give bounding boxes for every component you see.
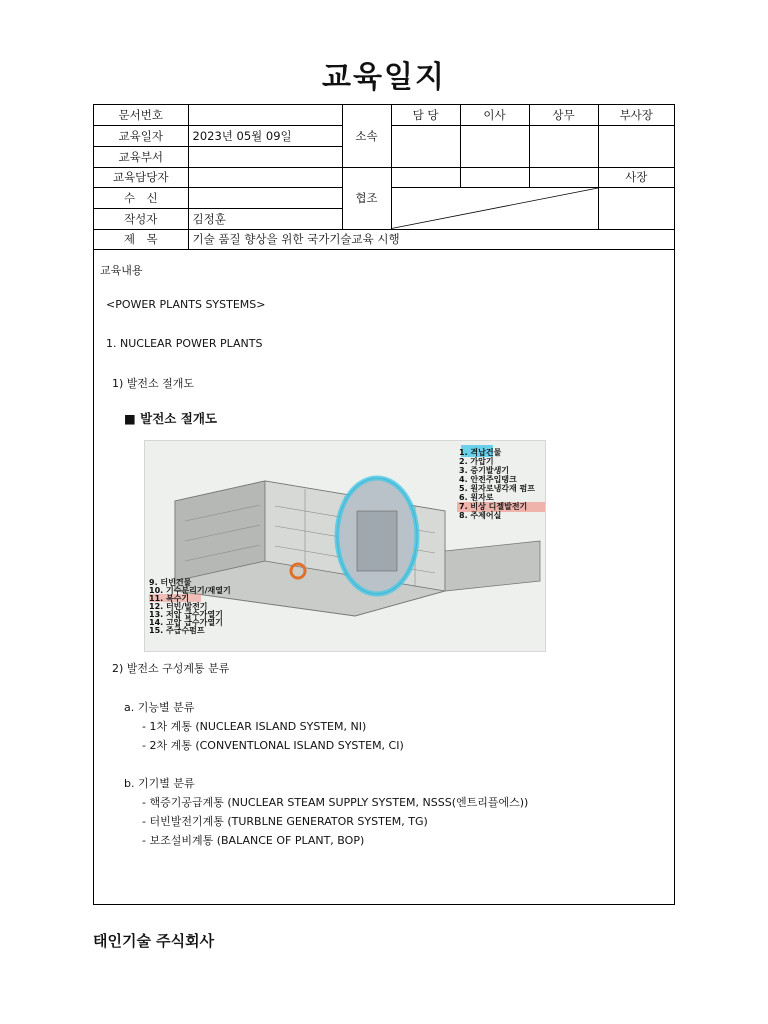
page-title: 교육일지 xyxy=(322,60,446,95)
receiver-value xyxy=(188,188,342,209)
approval-role-2: 이사 xyxy=(460,105,529,126)
coop-role-3 xyxy=(529,167,598,188)
dept-value xyxy=(188,146,342,167)
header-table xyxy=(94,105,674,250)
dept-label: 교육부서 xyxy=(94,146,188,167)
sign-box-3 xyxy=(529,126,598,167)
figure-legend-right: 1. 격납건물 2. 가압기 3. 증기발생기 4. 안전주입탱크 5. 원자로냉각재 펌프 6. 원자로 7. 비상 디젤발전기 8. 주제어실 xyxy=(459,448,535,520)
item-b-1: - 핵증기공급계통 (NUCLEAR STEAM SUPPLY SYSTEM, NSSS(엔트리플에스)) xyxy=(142,796,529,809)
approval-role-4: 부사장 xyxy=(598,105,674,126)
date-label: 교육일자 xyxy=(94,126,188,147)
subject-label: 제 목 xyxy=(94,229,188,250)
coop-sign-box-diagonal xyxy=(391,188,598,229)
item-a: a. 기능별 분류 xyxy=(124,701,195,714)
item-1-2: 2) 발전소 구성계통 분류 xyxy=(112,662,230,675)
date-value: 2023년 05월 09일 xyxy=(188,126,342,147)
item-b: b. 기기별 분류 xyxy=(124,777,195,790)
sign-box-2 xyxy=(460,126,529,167)
approval-role-ceo: 사장 xyxy=(598,167,674,188)
document-frame xyxy=(93,104,675,905)
coop-role-2 xyxy=(460,167,529,188)
sign-box-ceo xyxy=(598,188,674,229)
coop-role-1 xyxy=(391,167,460,188)
cooperation-label: 협조 xyxy=(342,167,391,229)
item-a-2: - 2차 계통 (CONVENTLONAL ISLAND SYSTEM, CI) xyxy=(142,739,404,752)
author-label: 작성자 xyxy=(94,208,188,229)
figure-legend-left: 9. 터빈건물 10. 기수분리기/재열기 11. 복수기 12. 터빈/발전기 13. 저압 급수가열기 14. 고압 급수가열기 15. 주급수펌프 xyxy=(149,578,231,635)
diagonal-line xyxy=(392,188,598,228)
instructor-value xyxy=(188,167,342,188)
company-name: 태인기술 주식회사 xyxy=(93,932,215,950)
sign-box-1 xyxy=(391,126,460,167)
item-a-1: - 1차 계통 (NUCLEAR ISLAND SYSTEM, NI) xyxy=(142,720,367,733)
sign-box-4 xyxy=(598,126,674,167)
approval-role-1: 담 당 xyxy=(391,105,460,126)
plant-cutaway-figure xyxy=(144,440,546,652)
affiliation-label: 소속 xyxy=(342,105,391,167)
subject-value: 기술 품질 향상을 위한 국가기술교육 시행 xyxy=(188,229,674,250)
figure-title: ■ 발전소 절개도 xyxy=(124,411,217,426)
instructor-label: 교육담당자 xyxy=(94,167,188,188)
receiver-label: 수 신 xyxy=(94,188,188,209)
doc-no-label: 문서번호 xyxy=(94,105,188,126)
item-1: 1. NUCLEAR POWER PLANTS xyxy=(106,337,263,350)
author-value: 김정훈 xyxy=(188,208,342,229)
item-1-1: 1) 발전소 절개도 xyxy=(112,377,195,390)
item-b-3: - 보조설비계통 (BALANCE OF PLANT, BOP) xyxy=(142,834,365,847)
approval-role-3: 상무 xyxy=(529,105,598,126)
doc-no-value xyxy=(188,105,342,126)
section-label: 교육내용 xyxy=(100,264,143,277)
plant-cutaway-illustration xyxy=(145,441,545,651)
content-heading: <POWER PLANTS SYSTEMS> xyxy=(106,298,266,311)
item-b-2: - 터빈발전기계통 (TURBLNE GENERATOR SYSTEM, TG) xyxy=(142,815,428,828)
